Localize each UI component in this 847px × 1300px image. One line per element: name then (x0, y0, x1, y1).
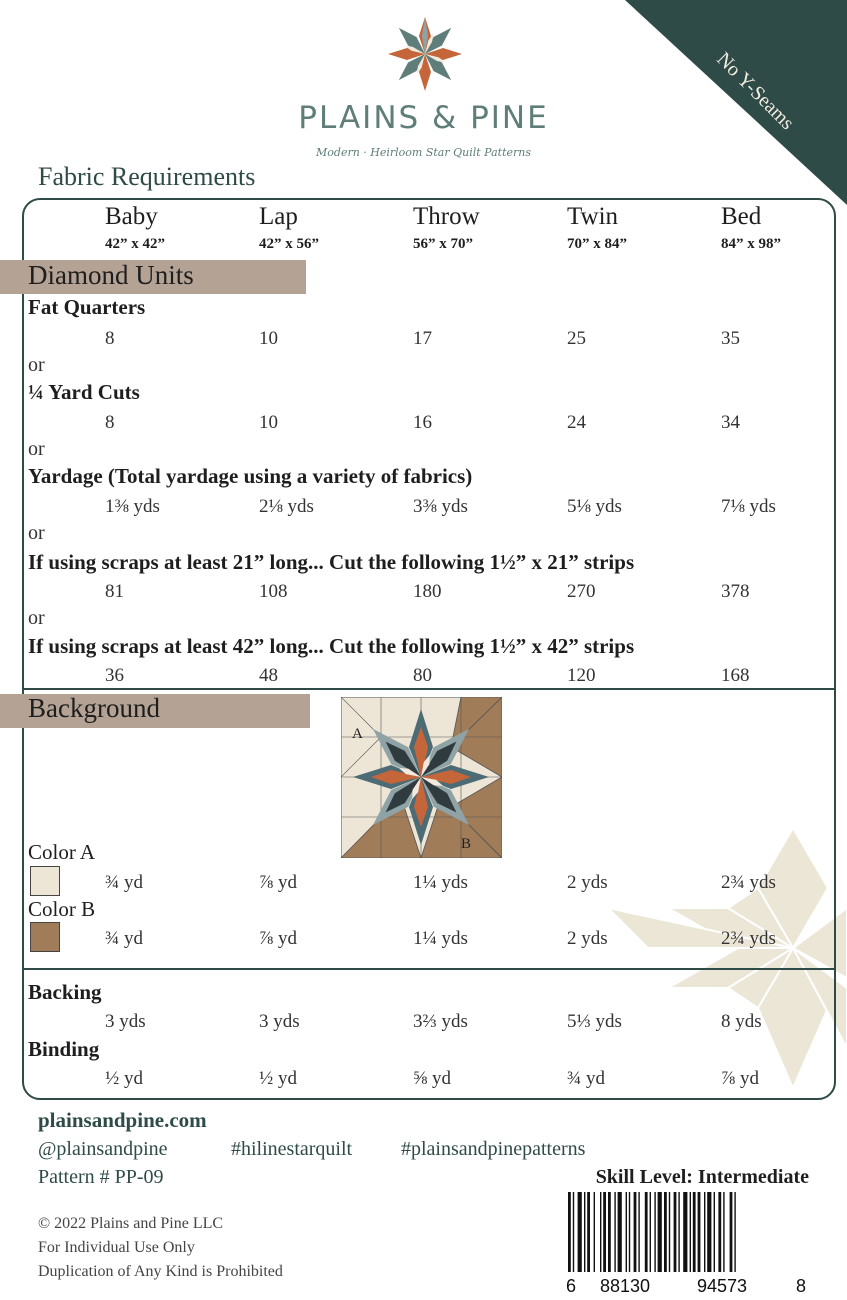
scraps-42-bed: 168 (721, 665, 750, 686)
fat-quarters-label: Fat Quarters (28, 295, 146, 319)
quarter-yard-twin: 24 (567, 412, 586, 433)
backing-label: Backing (28, 980, 102, 1004)
color-b-swatch (30, 922, 60, 952)
barcode-digit-first: 6 (566, 1276, 577, 1296)
social-handle[interactable]: @plainsandpine (38, 1138, 168, 1160)
col-lap-size: 42” x 56” (259, 236, 319, 252)
brand-name: PLAINS & PINE (298, 100, 549, 136)
scraps-42-label: If using scraps at least 42” long... Cut the following 1½” x 42” strips (28, 634, 635, 658)
col-throw-size: 56” x 70” (413, 236, 473, 252)
binding-twin: ¾ yd (567, 1068, 605, 1089)
scraps-21-lap: 108 (259, 581, 288, 602)
col-baby: Baby (105, 203, 158, 230)
fat-quarters-lap: 10 (259, 328, 278, 349)
binding-label: Binding (28, 1037, 100, 1061)
scraps-21-throw: 180 (413, 581, 442, 602)
scraps-21-twin: 270 (567, 581, 596, 602)
color-a-label: Color A (28, 840, 96, 864)
or-separator: or (28, 438, 45, 460)
website-link[interactable]: plainsandpine.com (38, 1108, 207, 1132)
scraps-42-throw: 80 (413, 665, 432, 686)
block-label-a: A (352, 726, 363, 742)
binding-lap: ½ yd (259, 1068, 297, 1089)
yardage-label: Yardage (Total yardage using a variety of fabrics) (28, 464, 473, 488)
color-b-lap: ⅞ yd (259, 928, 297, 949)
quarter-yard-throw: 16 (413, 412, 432, 433)
color-a-baby: ¾ yd (105, 872, 143, 893)
color-b-throw: 1¼ yds (413, 928, 468, 949)
barcode-digits-left: 88130 (600, 1276, 651, 1296)
col-bed-size: 84” x 98” (721, 236, 781, 252)
col-baby-size: 42” x 42” (105, 236, 165, 252)
barcode-digit-last: 8 (796, 1276, 807, 1296)
copyright: © 2022 Plains and Pine LLC (38, 1215, 224, 1232)
barcode (560, 1192, 810, 1272)
quilt-block-illustration (341, 697, 502, 858)
col-twin: Twin (567, 203, 619, 230)
block-label-b: B (461, 836, 472, 852)
binding-bed: ⅞ yd (721, 1068, 759, 1089)
fat-quarters-throw: 17 (413, 328, 432, 349)
backing-baby: 3 yds (105, 1011, 146, 1032)
color-a-swatch (30, 866, 60, 896)
section-divider (22, 688, 836, 690)
scraps-21-baby: 81 (105, 581, 124, 602)
brand-tagline: Modern · Heirloom Star Quilt Patterns (316, 146, 531, 159)
yardage-baby: 1⅜ yds (105, 496, 160, 517)
col-bed: Bed (721, 203, 762, 230)
use-note: For Individual Use Only (38, 1239, 195, 1256)
section-divider (22, 968, 836, 970)
yardage-twin: 5⅛ yds (567, 496, 622, 517)
diamond-units-title: Diamond Units (28, 260, 194, 290)
col-twin-size: 70” x 84” (567, 236, 627, 252)
scraps-42-lap: 48 (259, 665, 278, 686)
hashtag-hilinestarquilt[interactable]: #hilinestarquilt (231, 1138, 353, 1160)
background-title: Background (28, 693, 160, 723)
pattern-number: Pattern # PP-09 (38, 1166, 164, 1188)
color-a-lap: ⅞ yd (259, 872, 297, 893)
or-separator: or (28, 354, 45, 376)
color-a-throw: 1¼ yds (413, 872, 468, 893)
col-throw: Throw (413, 203, 480, 230)
color-b-twin: 2 yds (567, 928, 608, 949)
scraps-21-label: If using scraps at least 21” long... Cut the following 1½” x 21” strips (28, 550, 635, 574)
binding-baby: ½ yd (105, 1068, 143, 1089)
fat-quarters-bed: 35 (721, 328, 740, 349)
duplication-note: Duplication of Any Kind is Prohibited (38, 1263, 283, 1280)
yardage-throw: 3⅜ yds (413, 496, 468, 517)
backing-throw: 3⅔ yds (413, 1011, 468, 1032)
skill-level: Skill Level: Intermediate (595, 1166, 809, 1188)
backing-bed: 8 yds (721, 1011, 762, 1032)
color-b-label: Color B (28, 897, 96, 921)
color-a-bed: 2¾ yds (721, 872, 776, 893)
scraps-42-baby: 36 (105, 665, 124, 686)
quarter-yard-baby: 8 (105, 412, 115, 433)
barcode-digits-right: 94573 (697, 1276, 748, 1296)
quarter-yard-bed: 34 (721, 412, 740, 433)
scraps-42-twin: 120 (567, 665, 596, 686)
fat-quarters-baby: 8 (105, 328, 115, 349)
binding-throw: ⅝ yd (413, 1068, 451, 1089)
quarter-yard-label: ¼ Yard Cuts (28, 380, 140, 404)
backing-lap: 3 yds (259, 1011, 300, 1032)
scraps-21-bed: 378 (721, 581, 750, 602)
hashtag-plainsandpinepatterns[interactable]: #plainsandpinepatterns (401, 1138, 586, 1160)
page-title: Fabric Requirements (38, 162, 256, 191)
color-b-bed: 2¾ yds (721, 928, 776, 949)
color-b-baby: ¾ yd (105, 928, 143, 949)
yardage-bed: 7⅛ yds (721, 496, 776, 517)
fat-quarters-twin: 25 (567, 328, 586, 349)
backing-twin: 5⅓ yds (567, 1011, 622, 1032)
or-separator: or (28, 522, 45, 544)
or-separator: or (28, 607, 45, 629)
yardage-lap: 2⅛ yds (259, 496, 314, 517)
no-y-seams-label: No Y-Seams (712, 48, 799, 135)
color-a-twin: 2 yds (567, 872, 608, 893)
quarter-yard-lap: 10 (259, 412, 278, 433)
col-lap: Lap (259, 203, 298, 230)
logo-star-icon (386, 15, 464, 93)
